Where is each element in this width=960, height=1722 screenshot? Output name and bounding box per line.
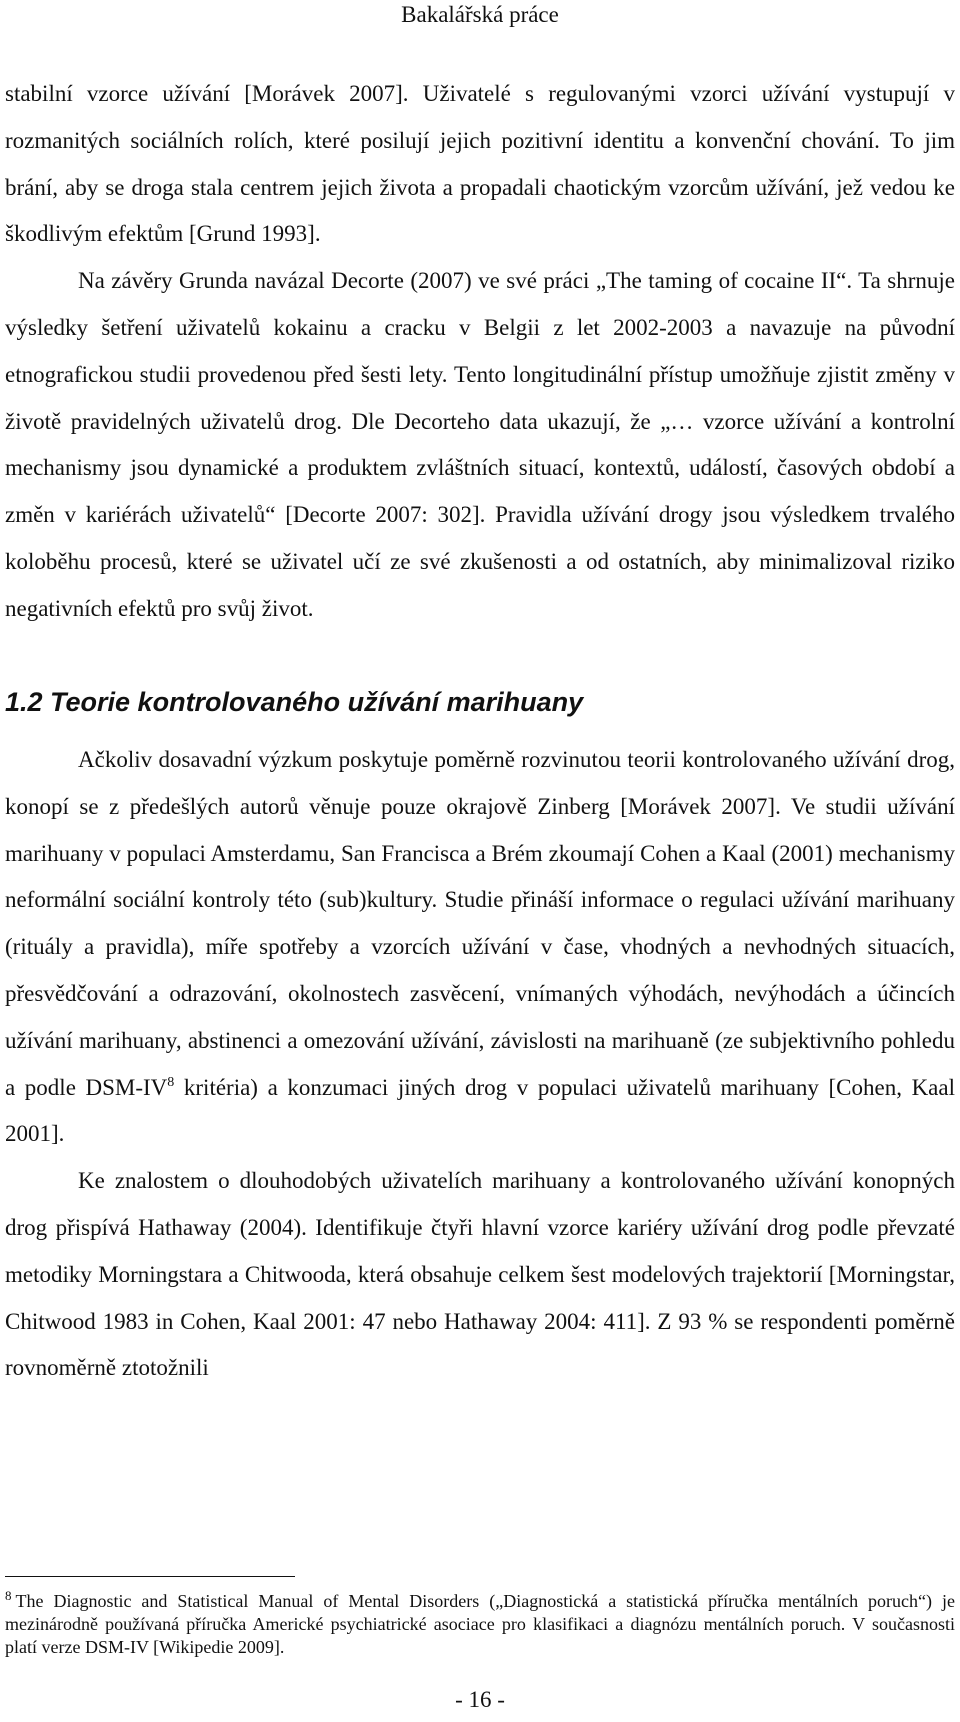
paragraph-text-part: Ačkoliv dosavadní výzkum poskytuje poměrně rozvinutou teorii kontrolovaného užívání drog, konopí se z předešlých autorů věnuje pouze okrajově Zinberg [Morávek 2007]. Ve studii užívání marihuany v populaci Amsterdamu, San Francisca a Brém zkoumají Cohen a Kaal (2001) mechanismy neformální sociální kontroly této (sub)kultury. Studie přináší informace o regulaci užívání marihuany (rituály a pravidla), míře spotřeby a vzorcích užívání v čase, vhodných a nevhodných situacích, přesvědčování a odrazování, okolnostech zasvěcení, vnímaných výhodách, nevýhodách a účincích užívání marihuany, abstinenci a omezování užívání, závislosti na marihuaně (ze subjektivního pohledu a podle DSM-IV (5, 747, 955, 1100)
paragraph-cohen-kaal (5, 737, 955, 1158)
paragraph-continued: stabilní vzorce užívání [Morávek 2007]. Uživatelé s regulovanými vzorci užívání vystupují v rozmanitých sociálních rolích, které posilují jejich pozitivní identitu a konvenční chování. To jim brání, aby se droga stala centrem jejich života a propadali chaotickým vzorcům užívání, jež vedou ke škodlivým efektům [Grund 1993]. (5, 81, 955, 247)
running-header: Bakalářská práce (401, 2, 559, 27)
text-block-section (5, 737, 955, 1392)
footnote-reference[interactable]: 8 (167, 1074, 175, 1090)
footnote-separator (5, 1576, 295, 1577)
paragraph-hathaway: Ke znalostem o dlouhodobých uživatelích marihuany a kontrolovaného užívání konopných drog přispívá Hathaway (2004). Identifikuje čtyři hlavní vzorce kariéry užívání drog podle převzaté metodiky Morningstara a Chitwooda, která obsahuje celkem šest modelových trajektorií [Morningstar, Chitwood 1983 in Cohen, Kaal 2001: 47 nebo Hathaway 2004: 411]. Z 93 % se respondenti poměrně rovnoměrně ztotožnili (5, 1168, 955, 1381)
page-number: - 16 - (455, 1687, 505, 1712)
section-heading: 1.2 Teorie kontrolovaného užívání marihuany (5, 687, 584, 717)
footnote-text: The Diagnostic and Statistical Manual of Mental Disorders („Diagnostická a statistická příručka mentálních poruch“) je mezinárodně používaná příručka Americké psychiatrické asociace pro klasifikaci a diagnózu mentálních poruch. V současnosti platí verze DSM-IV [Wikipedie 2009]. (5, 1591, 955, 1657)
footnote-mark: 8 (5, 1588, 12, 1603)
footnote (5, 1590, 955, 1659)
paragraph-decorte: Na závěry Grunda navázal Decorte (2007) ve své práci „The taming of cocaine II“. Ta shrnuje výsledky šetření uživatelů kokainu a cracku v Belgii z let 2002-2003 a navazuje na původní etnografickou studii provedenou před šesti lety. Tento longitudinální přístup umožňuje zjistit změny v životě pravidelných uživatelů drog. Dle Decorteho data ukazují, že „… vzorce užívání a kontrolní mechanismy jsou dynamické a produktem zvláštních situací, kontextů, událostí, časových období a změn v kariérách uživatelů“ [Decorte 2007: 302]. Pravidla užívání drogy jsou výsledkem trvalého koloběhu procesů, které se uživatel učí ze své zkušenosti a od ostatních, aby minimalizoval riziko negativních efektů pro svůj život. (5, 268, 955, 621)
text-block-continuation (5, 71, 955, 633)
paragraph-text-part: kritéria) a konzumaci jiných drog v populaci uživatelů marihuany [Cohen, Kaal 2001]. (5, 1074, 955, 1147)
